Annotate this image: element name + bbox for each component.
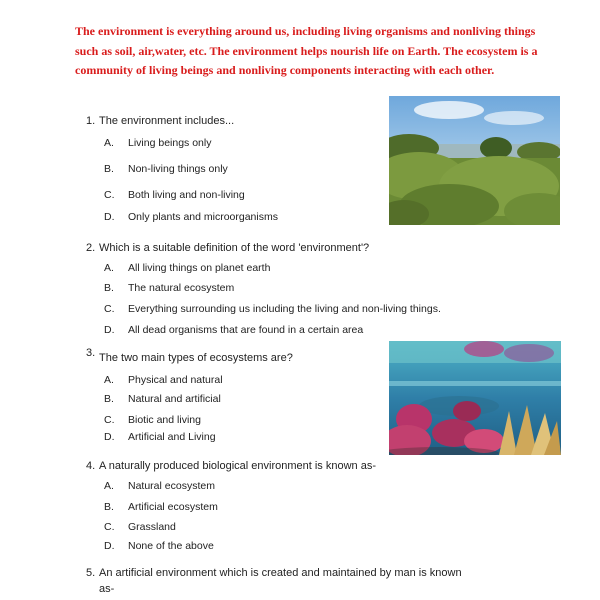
option-c[interactable]: C. Biotic and living [104, 414, 201, 426]
option-b[interactable]: B. The natural ecosystem [104, 282, 235, 294]
option-b[interactable]: B. Artificial ecosystem [104, 501, 218, 513]
option-d[interactable]: D. None of the above [104, 540, 214, 552]
option-d[interactable]: D. Artificial and Living [104, 431, 216, 443]
option-c[interactable]: C. Everything surrounding us including the living and non-living things. [104, 303, 441, 315]
intro-paragraph: The environment is everything around us, including living organisms and nonliving things such as soil, air,water, etc. The environment helps nourish life on Earth. The ecosystem is a community of living beings and nonliving components interacting with each other. [75, 24, 538, 77]
option-d[interactable]: D. Only plants and microorganisms [104, 211, 278, 223]
question-text: The two main types of ecosystems are? [99, 352, 293, 364]
coral-reef-image [389, 341, 561, 455]
option-b[interactable]: B. Natural and artificial [104, 393, 221, 405]
question-number: 2. [86, 242, 96, 254]
question-number: 4. [86, 460, 96, 472]
coral-reef-photo [389, 341, 561, 455]
option-c[interactable]: C. Both living and non-living [104, 189, 245, 201]
option-a[interactable]: A. Living beings only [104, 137, 212, 149]
question-text: The environment includes... [99, 115, 235, 127]
question-number: 5. [86, 567, 96, 579]
question-text: A naturally produced biological environment is known as- [99, 460, 376, 472]
mangrove-photo [389, 96, 560, 225]
option-a[interactable]: A. All living things on planet earth [104, 262, 271, 274]
option-c[interactable]: C. Grassland [104, 521, 176, 533]
question-text: Which is a suitable definition of the word 'environment'? [99, 242, 370, 254]
option-a[interactable]: A. Natural ecosystem [104, 480, 215, 492]
question-text: An artificial environment which is created and maintained by man is known [99, 567, 462, 579]
question-number: 3. [86, 347, 96, 359]
question-text-continued: as- [99, 583, 115, 595]
option-a[interactable]: A. Physical and natural [104, 374, 223, 386]
option-d[interactable]: D. All dead organisms that are found in a certain area [104, 324, 364, 336]
mangrove-image [389, 96, 560, 225]
option-b[interactable]: B. Non-living things only [104, 163, 228, 175]
question-number: 1. [86, 115, 96, 127]
